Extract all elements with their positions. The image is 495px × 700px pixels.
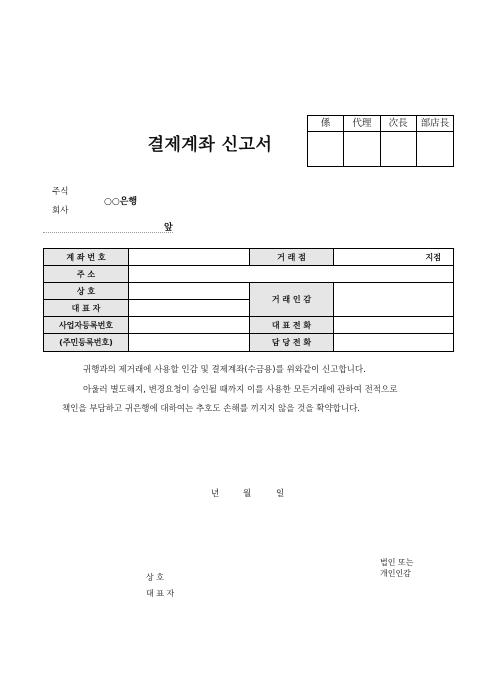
recipient-suffix: 앞 [164, 223, 173, 233]
date-day: 일 [276, 489, 285, 499]
approval-header-staff: 係 [308, 116, 344, 132]
representative-field[interactable] [129, 300, 249, 316]
branch-suffix: 지점 [425, 252, 441, 262]
trade-name-label: 상 호 [44, 283, 128, 299]
date-year: 년 [211, 489, 220, 499]
rep-phone-field[interactable] [334, 317, 453, 333]
approval-header-branch-manager: 部店長 [417, 116, 453, 132]
signature-representative-label: 대 표 자 [146, 589, 175, 598]
manager-phone-field[interactable] [334, 334, 453, 351]
statement-line-3: 책인을 부담하고 귀은행에 대하여는 추호도 손해를 끼지지 않을 것을 확약합니다. [62, 404, 360, 414]
account-form-table [43, 248, 454, 352]
approval-header-vice-manager: 次長 [381, 116, 417, 132]
bank-name: ○○은행 [104, 197, 138, 207]
seal-field[interactable] [334, 283, 453, 316]
representative-label: 대 표 자 [44, 300, 128, 316]
statement-line-2: 아울러 별도해지, 변경요청이 승인될 때까지 이를 사용한 모든거래에 관하여 전적으로 [83, 385, 398, 395]
seal-label: 거 래 인 감 [250, 283, 333, 316]
seal-note-1: 법인 또는 [380, 558, 414, 567]
seal-note-2: 개인인감 [380, 569, 411, 578]
biz-reg-label: 사업자등록번호 [44, 317, 128, 333]
branch-field[interactable] [334, 249, 453, 265]
account-no-field[interactable] [129, 249, 249, 265]
page-title: 결제계좌 신고서 [147, 135, 273, 155]
date-month: 월 [243, 489, 252, 499]
approval-sign-branch-manager[interactable] [417, 132, 453, 166]
statement-line-1: 귀행과의 제거래에 사용할 인감 및 결제계좌(수금용)를 위와같이 신고합니다. [83, 365, 366, 375]
approval-header-deputy: 代理 [344, 116, 380, 132]
manager-phone-label: 담 당 전 화 [250, 334, 333, 351]
company-type-label-2: 회사 [52, 206, 69, 216]
trade-name-field[interactable] [129, 283, 249, 299]
signature-trade-name-label: 상 호 [146, 573, 164, 582]
address-field[interactable] [129, 266, 453, 282]
company-type-label-1: 주식 [52, 187, 69, 197]
resident-reg-field[interactable] [129, 334, 249, 351]
resident-reg-label: (주민등록번호) [44, 334, 128, 351]
recipient-underline [43, 232, 173, 233]
address-label: 주 소 [44, 266, 128, 282]
rep-phone-label: 대 표 전 화 [250, 317, 333, 333]
biz-reg-field[interactable] [129, 317, 249, 333]
branch-label: 거 래 점 [250, 249, 333, 265]
account-no-label: 계 좌 번 호 [44, 249, 128, 265]
